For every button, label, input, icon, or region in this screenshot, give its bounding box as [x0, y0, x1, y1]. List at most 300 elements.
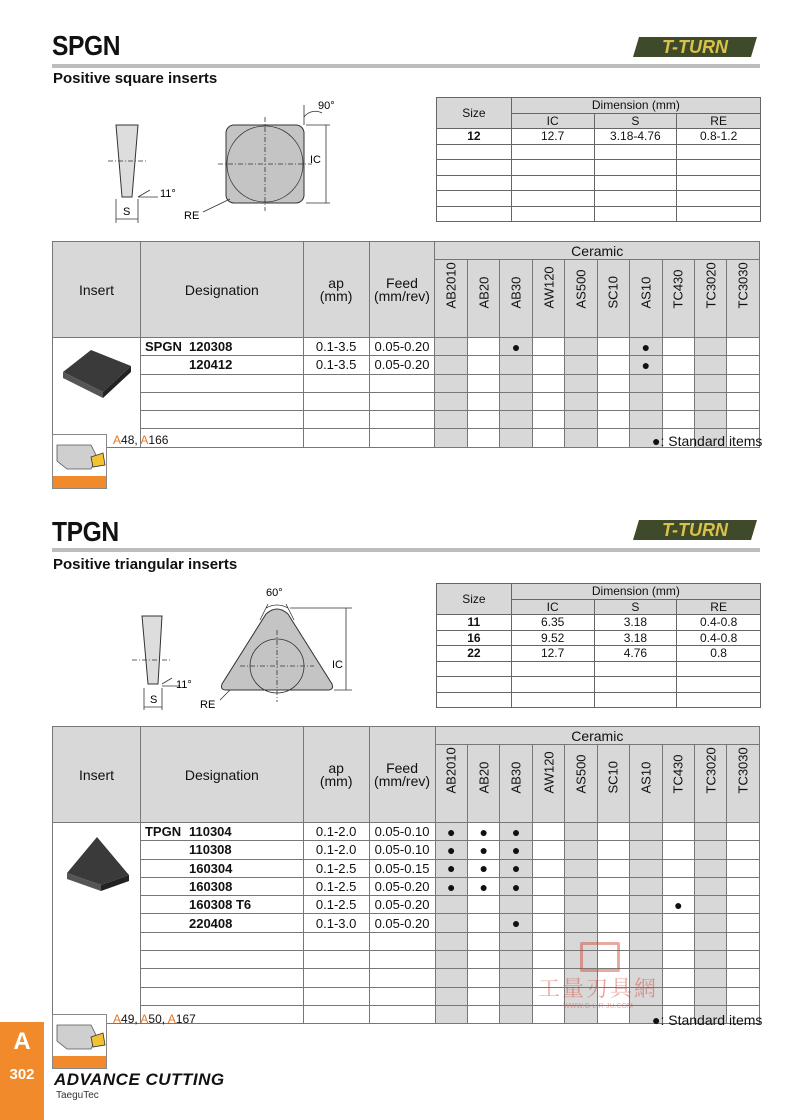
grade-cell	[630, 896, 662, 914]
grade-cell	[695, 914, 727, 932]
grade-header-as500: AS500	[565, 260, 597, 338]
grade-cell	[630, 374, 662, 392]
grade-header-ab20: AB20	[467, 260, 499, 338]
re-cell	[677, 661, 761, 677]
watermark	[538, 942, 658, 1010]
grade-cell	[532, 914, 564, 932]
ref-letter: A	[140, 433, 149, 447]
table-row	[53, 392, 760, 410]
grade-header-as10: AS10	[630, 745, 662, 823]
grade-cell	[532, 374, 564, 392]
grade-cell	[467, 356, 499, 374]
re-cell	[677, 160, 761, 176]
grade-cell	[597, 429, 629, 447]
table-row	[437, 175, 761, 191]
holder-thumbnail	[52, 1014, 107, 1069]
re-cell	[677, 677, 761, 693]
ceramic-group-header: Ceramic	[435, 727, 759, 745]
grade-cell: ●	[435, 823, 467, 841]
grade-header-ab30: AB30	[500, 260, 532, 338]
grade-cell	[662, 877, 694, 895]
table-row	[53, 841, 760, 859]
feed-cell	[369, 411, 435, 429]
ap-cell	[303, 374, 369, 392]
reference-pages: A49, A50, A167	[113, 1012, 196, 1026]
grade-cell	[467, 896, 499, 914]
grade-cell	[727, 932, 760, 950]
grade-cell	[532, 411, 564, 429]
grade-cell	[597, 859, 629, 877]
insert-square-icon	[57, 344, 137, 404]
re-cell: 0.4-0.8	[677, 630, 761, 646]
col-re: RE	[677, 113, 761, 129]
grade-cell	[727, 841, 760, 859]
grade-cell	[727, 877, 760, 895]
grade-cell	[435, 914, 467, 932]
ap-cell	[303, 411, 369, 429]
table-row	[437, 661, 761, 677]
grade-cell	[500, 356, 532, 374]
grade-cell	[532, 356, 564, 374]
watermark-url: WWW.G-L-R-JU.COM	[563, 1003, 633, 1010]
s-cell: 4.76	[594, 646, 677, 662]
s-cell	[594, 191, 677, 207]
ic-cell: 12.7	[511, 129, 594, 145]
s-cell: 3.18-4.76	[594, 129, 677, 145]
dimension-header: Dimension (mm)	[511, 98, 760, 114]
footer-brand: ADVANCE CUTTING	[54, 1070, 225, 1089]
feed-header	[369, 727, 435, 823]
size-cell	[437, 160, 512, 176]
grade-cell	[435, 932, 467, 950]
grade-cell	[500, 896, 532, 914]
col-ic: IC	[511, 599, 594, 615]
grade-cell	[435, 356, 467, 374]
grade-cell	[695, 969, 727, 987]
size-cell: 12	[437, 129, 512, 145]
ic-cell	[511, 175, 594, 191]
feed-cell: 0.05-0.15	[369, 859, 435, 877]
table-row	[437, 630, 761, 646]
designation-header: Designation	[140, 242, 303, 338]
table-row	[437, 206, 761, 222]
grade-cell	[565, 411, 597, 429]
section-title-spgn: SPGN	[52, 30, 121, 61]
t-turn-logo	[633, 516, 761, 544]
tpgn-angle-label: 11°	[176, 679, 192, 691]
grade-cell	[727, 374, 760, 392]
grade-cell: ●	[500, 338, 532, 356]
grade-cell	[467, 374, 499, 392]
spgn-angle-top-label: 90°	[318, 100, 335, 112]
holder-icon	[53, 1015, 108, 1058]
grade-header-as10: AS10	[630, 260, 662, 338]
grade-cell	[662, 356, 694, 374]
ic-cell	[511, 677, 594, 693]
watermark-text: 工量刃具網	[538, 977, 659, 1002]
ap-cell	[303, 951, 369, 969]
grade-cell	[467, 1005, 499, 1023]
designation-cell: 220408	[140, 914, 303, 932]
spgn-angle-label: 11°	[160, 188, 176, 200]
re-cell: 0.8-1.2	[677, 129, 761, 145]
grade-cell	[565, 896, 597, 914]
ic-cell	[511, 692, 594, 708]
grade-cell	[435, 374, 467, 392]
spgn-diagram	[100, 95, 340, 230]
ic-cell: 6.35	[511, 615, 594, 631]
grade-cell	[727, 356, 760, 374]
grade-cell	[565, 859, 597, 877]
grade-cell	[565, 877, 597, 895]
designation-header: Designation	[140, 727, 303, 823]
ap-header-label: ap	[328, 759, 344, 776]
re-cell	[677, 191, 761, 207]
grade-cell	[695, 859, 727, 877]
grade-cell	[565, 338, 597, 356]
ap-header-unit: (mm)	[319, 287, 353, 304]
tpgn-s-label: S	[150, 694, 158, 706]
grade-cell	[694, 338, 726, 356]
table-row	[437, 615, 761, 631]
grade-cell	[500, 392, 532, 410]
feed-cell: 0.05-0.20	[369, 877, 435, 895]
grade-cell	[467, 969, 499, 987]
size-cell: 22	[437, 646, 512, 662]
grade-cell	[662, 411, 694, 429]
table-row	[53, 823, 760, 841]
grade-header-sc10: SC10	[597, 745, 629, 823]
ref-letter: A	[167, 1012, 176, 1026]
grade-cell	[532, 877, 564, 895]
footer-sub: TaeguTec	[56, 1090, 99, 1101]
spgn-s-label: S	[123, 206, 131, 218]
feed-header-unit: (mm/rev)	[373, 287, 430, 304]
s-cell	[594, 206, 677, 222]
designation-cell: 160308	[140, 877, 303, 895]
grade-cell	[532, 859, 564, 877]
grade-cell	[597, 411, 629, 429]
grade-cell	[500, 951, 532, 969]
s-cell	[594, 160, 677, 176]
re-cell	[677, 206, 761, 222]
designation-cell	[140, 987, 303, 1005]
grade-cell	[500, 411, 532, 429]
grade-cell	[565, 356, 597, 374]
grade-cell	[662, 932, 694, 950]
grade-cell: ●	[467, 841, 499, 859]
grade-cell	[435, 969, 467, 987]
ap-header	[303, 727, 369, 823]
ref-page: 50	[148, 1012, 162, 1026]
grade-cell	[727, 823, 760, 841]
grade-cell	[500, 987, 532, 1005]
size-cell	[437, 692, 512, 708]
grade-cell	[727, 969, 760, 987]
grade-cell: ●	[435, 841, 467, 859]
grade-cell	[630, 411, 662, 429]
table-row	[53, 877, 760, 895]
grade-header-tc430: TC430	[662, 260, 694, 338]
re-cell	[677, 144, 761, 160]
col-ic: IC	[511, 113, 594, 129]
t-turn-logo-text: T-TURN	[662, 520, 728, 540]
feed-header	[369, 242, 435, 338]
ap-cell	[303, 392, 369, 410]
grade-header-aw120: AW120	[532, 745, 564, 823]
grade-cell	[630, 859, 662, 877]
spgn-grade-table	[52, 241, 763, 449]
grade-cell	[500, 1005, 532, 1023]
grade-cell	[695, 823, 727, 841]
size-cell	[437, 677, 512, 693]
feed-cell: 0.05-0.20	[369, 914, 435, 932]
grade-cell	[694, 411, 726, 429]
section-rule	[52, 64, 760, 68]
s-cell	[594, 677, 677, 693]
grade-header-tc3030: TC3030	[727, 745, 760, 823]
insert-image	[53, 823, 141, 1024]
grade-cell	[727, 951, 760, 969]
grade-cell	[500, 374, 532, 392]
grade-cell	[695, 841, 727, 859]
grade-cell	[597, 896, 629, 914]
grade-cell	[565, 392, 597, 410]
grade-cell	[630, 914, 662, 932]
table-row	[53, 896, 760, 914]
feed-cell	[369, 392, 435, 410]
ap-cell: 0.1-2.5	[303, 877, 369, 895]
spgn-dimension-table	[436, 97, 761, 222]
table-row	[437, 144, 761, 160]
grade-cell	[727, 411, 760, 429]
insert-image	[53, 338, 141, 448]
grade-cell	[694, 374, 726, 392]
spgn-ic-label: IC	[310, 154, 321, 166]
size-header: Size	[437, 98, 512, 129]
feed-cell: 0.05-0.20	[369, 356, 435, 374]
table-row	[53, 356, 760, 374]
table-row	[53, 338, 760, 356]
size-cell: 16	[437, 630, 512, 646]
grade-cell: ●	[500, 859, 532, 877]
t-turn-logo	[633, 33, 761, 61]
grade-cell: ●	[435, 877, 467, 895]
tpgn-diagram	[100, 580, 360, 720]
grade-cell	[597, 374, 629, 392]
grade-cell	[467, 932, 499, 950]
table-row	[53, 914, 760, 932]
grade-cell	[662, 841, 694, 859]
page-number: 302	[9, 1066, 35, 1083]
ref-page: 167	[175, 1012, 196, 1026]
grade-cell	[467, 987, 499, 1005]
grade-cell	[435, 411, 467, 429]
grade-cell	[435, 987, 467, 1005]
s-cell	[594, 661, 677, 677]
holder-icon	[53, 435, 108, 478]
table-row	[437, 646, 761, 662]
grade-cell: ●	[500, 823, 532, 841]
table-row	[53, 374, 760, 392]
ap-cell	[303, 987, 369, 1005]
ceramic-group-header: Ceramic	[435, 242, 760, 260]
grade-cell	[500, 969, 532, 987]
grade-header-ab20: AB20	[467, 745, 499, 823]
feed-cell: 0.05-0.20	[369, 896, 435, 914]
grade-cell	[435, 429, 467, 447]
designation-cell: SPGN 120308	[140, 338, 303, 356]
re-cell: 0.8	[677, 646, 761, 662]
grade-cell	[532, 338, 564, 356]
grade-cell	[565, 429, 597, 447]
section-subtitle-spgn: Positive square inserts	[53, 70, 218, 87]
grade-cell	[662, 338, 694, 356]
grade-cell	[662, 914, 694, 932]
tpgn-dimension-table	[436, 583, 761, 708]
re-cell: 0.4-0.8	[677, 615, 761, 631]
grade-header-aw120: AW120	[532, 260, 564, 338]
designation-cell	[140, 411, 303, 429]
s-cell	[594, 175, 677, 191]
ap-cell	[303, 969, 369, 987]
grade-cell	[630, 841, 662, 859]
grade-header-ab2010: AB2010	[435, 260, 467, 338]
tpgn-angle-top-label: 60°	[266, 587, 283, 599]
grade-cell	[695, 987, 727, 1005]
grade-cell	[565, 914, 597, 932]
size-cell	[437, 191, 512, 207]
grade-cell	[662, 823, 694, 841]
feed-cell	[369, 932, 435, 950]
grade-cell	[532, 429, 564, 447]
grade-cell	[565, 841, 597, 859]
grade-cell	[467, 914, 499, 932]
tpgn-ic-label: IC	[332, 659, 343, 671]
grade-cell	[467, 338, 499, 356]
ap-cell: 0.1-3.5	[303, 356, 369, 374]
grade-cell	[727, 914, 760, 932]
feed-cell	[369, 1005, 435, 1023]
grade-cell	[597, 841, 629, 859]
grade-header-as500: AS500	[565, 745, 597, 823]
size-cell	[437, 144, 512, 160]
grade-cell	[695, 951, 727, 969]
feed-cell: 0.05-0.20	[369, 338, 435, 356]
size-cell	[437, 206, 512, 222]
grade-cell	[565, 823, 597, 841]
ap-cell: 0.1-3.5	[303, 338, 369, 356]
grade-header-sc10: SC10	[597, 260, 629, 338]
grade-header-ab30: AB30	[500, 745, 532, 823]
grade-cell	[727, 987, 760, 1005]
grade-cell	[727, 392, 760, 410]
ic-cell	[511, 144, 594, 160]
designation-cell	[140, 932, 303, 950]
feed-header-label: Feed	[386, 759, 419, 776]
grade-cell: ●	[630, 338, 662, 356]
grade-cell	[662, 374, 694, 392]
ap-cell: 0.1-2.5	[303, 896, 369, 914]
col-s: S	[594, 599, 677, 615]
ap-header-unit: (mm)	[319, 772, 353, 789]
section-subtitle-tpgn: Positive triangular inserts	[53, 556, 238, 573]
page-tab	[0, 1022, 44, 1120]
dimension-header: Dimension (mm)	[511, 584, 760, 600]
s-cell: 3.18	[594, 615, 677, 631]
grade-cell	[597, 877, 629, 895]
grade-cell	[532, 392, 564, 410]
ap-header-label: ap	[328, 274, 344, 291]
grade-cell	[662, 392, 694, 410]
size-cell	[437, 661, 512, 677]
grade-cell: ●	[435, 859, 467, 877]
designation-cell: 160308 T6	[140, 896, 303, 914]
section-letter: A	[13, 1028, 31, 1055]
size-cell: 11	[437, 615, 512, 631]
t-turn-logo-text: T-TURN	[662, 37, 728, 57]
grade-cell	[597, 356, 629, 374]
designation-cell	[140, 374, 303, 392]
grade-cell	[694, 356, 726, 374]
feed-cell	[369, 374, 435, 392]
grade-cell	[467, 429, 499, 447]
grade-cell	[727, 896, 760, 914]
ap-cell	[303, 932, 369, 950]
ref-page: 48	[121, 433, 135, 447]
tpgn-re-label: RE	[200, 699, 216, 711]
feed-header-label: Feed	[386, 274, 418, 291]
feed-cell: 0.05-0.10	[369, 841, 435, 859]
section-rule	[52, 548, 760, 552]
holder-thumbnail	[52, 434, 107, 489]
grade-cell	[565, 374, 597, 392]
grade-cell	[662, 987, 694, 1005]
grade-cell	[467, 392, 499, 410]
standard-items-note: ●: Standard items	[652, 1012, 763, 1028]
ic-cell	[511, 160, 594, 176]
ap-header	[303, 242, 369, 338]
ic-cell	[511, 206, 594, 222]
ap-cell: 0.1-2.0	[303, 823, 369, 841]
grade-cell	[597, 823, 629, 841]
grade-cell	[695, 932, 727, 950]
feed-cell	[369, 429, 435, 447]
col-s: S	[594, 113, 677, 129]
table-row	[437, 191, 761, 207]
grade-cell	[532, 823, 564, 841]
designation-cell: TPGN 110304	[140, 823, 303, 841]
grade-cell	[435, 1005, 467, 1023]
spgn-re-label: RE	[184, 210, 200, 222]
ref-page: 166	[148, 433, 169, 447]
grade-cell: ●	[467, 823, 499, 841]
grade-cell: ●	[500, 877, 532, 895]
table-row	[53, 411, 760, 429]
ref-letter: A	[113, 433, 122, 447]
insert-header: Insert	[53, 727, 141, 823]
grade-header-tc430: TC430	[662, 745, 694, 823]
grade-cell	[532, 841, 564, 859]
grade-cell	[467, 951, 499, 969]
s-cell	[594, 692, 677, 708]
grade-cell	[532, 896, 564, 914]
ic-cell: 12.7	[511, 646, 594, 662]
ref-letter: A	[140, 1012, 149, 1026]
grade-cell: ●	[500, 914, 532, 932]
s-cell	[594, 144, 677, 160]
grade-cell	[435, 951, 467, 969]
